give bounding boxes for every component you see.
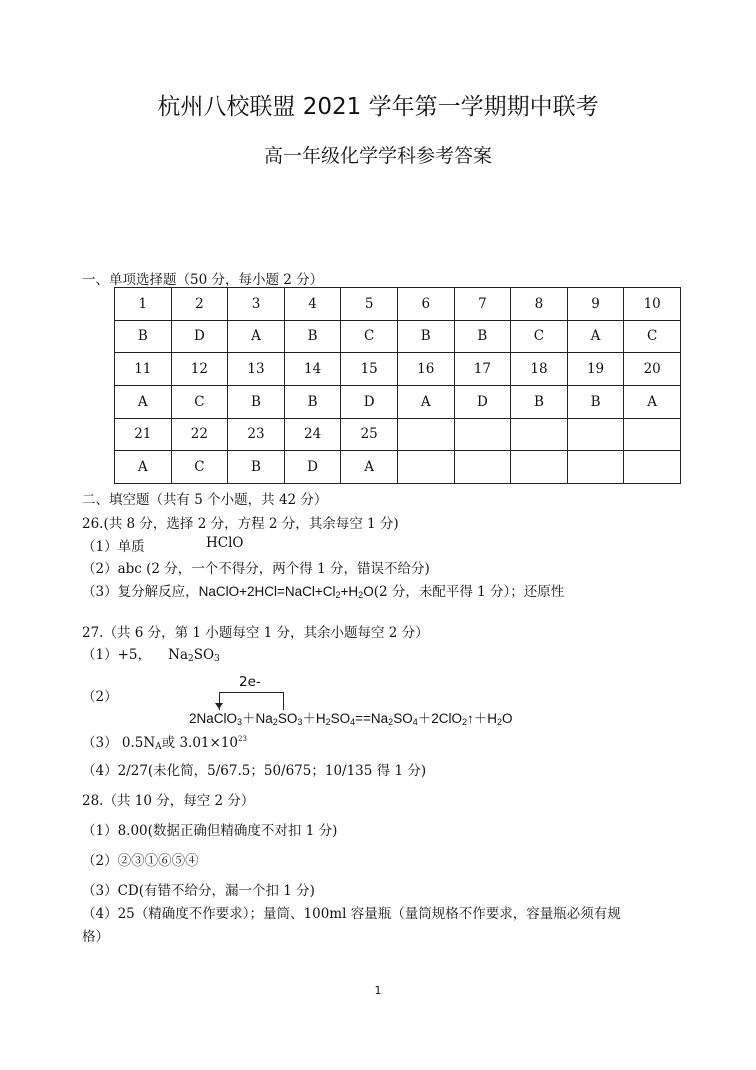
page-number: 1 — [374, 984, 382, 997]
table-cell: 22 — [171, 418, 228, 451]
table-cell: 7 — [454, 288, 511, 321]
table-cell: A — [624, 385, 681, 418]
table-cell: D — [284, 451, 341, 484]
table-cell — [624, 418, 681, 451]
table-cell: A — [228, 320, 285, 353]
table-cell: 4 — [284, 288, 341, 321]
table-cell: A — [115, 451, 172, 484]
table-cell: 15 — [341, 353, 398, 386]
table-cell: 24 — [284, 418, 341, 451]
table-row-numbers — [115, 418, 681, 451]
table-cell: B — [228, 451, 285, 484]
q27-answer-3: （3） $0.5N_A$或 $3.01\times 10^{23}$ — [82, 735, 247, 752]
table-cell: 20 — [624, 353, 681, 386]
table-cell: C — [624, 320, 681, 353]
q26-a1-value: HClO — [206, 535, 244, 551]
table-cell: D — [454, 385, 511, 418]
table-cell: B — [284, 320, 341, 353]
table-cell: 5 — [341, 288, 398, 321]
table-cell: 2 — [171, 288, 228, 321]
table-cell: 13 — [228, 353, 285, 386]
table-cell: C — [341, 320, 398, 353]
table-cell: D — [341, 385, 398, 418]
table-cell: 17 — [454, 353, 511, 386]
table-row-answers — [115, 385, 681, 418]
table-cell: B — [228, 385, 285, 418]
table-cell: 21 — [115, 418, 172, 451]
q27-answer-2-label: （2） — [82, 689, 118, 705]
table-cell — [624, 451, 681, 484]
q27-answer-4: （4）2/27(未化简，5/67.5；50/675；10/135 得 1 分) — [82, 763, 427, 779]
table-cell — [397, 418, 454, 451]
table-cell — [511, 418, 568, 451]
table-cell: 19 — [567, 353, 624, 386]
q26-a1-label: （1）单质 — [82, 539, 145, 555]
section2-heading: 二、填空题（共有 5 个小题，共 42 分） — [82, 492, 328, 508]
electron-transfer-label: 2e- — [239, 674, 261, 690]
q28-answer-2: （2）②③①⑥⑤④ — [82, 853, 199, 869]
table-cell: 8 — [511, 288, 568, 321]
q26-a3-suffix: (2 分，未配平得 1 分）；还原性 — [373, 584, 565, 600]
table-cell — [454, 418, 511, 451]
q27-a1-formula: $Na_2SO_3$ — [168, 647, 220, 664]
table-cell: 11 — [115, 353, 172, 386]
table-cell: B — [115, 320, 172, 353]
table-cell — [397, 451, 454, 484]
table-cell: C — [171, 385, 228, 418]
table-cell: 25 — [341, 418, 398, 451]
table-cell: C — [511, 320, 568, 353]
page-subtitle: 高一年级化学学科参考答案 — [263, 145, 492, 167]
table-cell: A — [397, 385, 454, 418]
q26-answer-3 — [82, 580, 564, 600]
table-cell: 3 — [228, 288, 285, 321]
q26-a3-equation: $NaClO+2HCl=NaCl+Cl_2+H_2O$ — [198, 584, 374, 600]
table-cell: 14 — [284, 353, 341, 386]
table-cell: A — [115, 385, 172, 418]
table-cell: A — [567, 320, 624, 353]
table-cell: 12 — [171, 353, 228, 386]
section1-heading: 一、单项选择题（50 分，每小题 2 分） — [82, 272, 324, 288]
table-cell: 23 — [228, 418, 285, 451]
table-cell: 16 — [397, 353, 454, 386]
answer-table — [114, 287, 681, 484]
table-cell: 9 — [567, 288, 624, 321]
table-row-numbers — [115, 288, 681, 321]
table-cell: D — [171, 320, 228, 353]
q28-heading: 28.（共 10 分，每空 2 分） — [82, 793, 255, 809]
table-cell: A — [341, 451, 398, 484]
q27-redox-equation: $2NaClO_3+Na_2SO_3+H_2SO_4==Na_2SO_4+2ClO_2↑+H_2O$ — [189, 711, 513, 727]
table-cell — [567, 451, 624, 484]
q27-answer-1: （1）+5， $Na_2SO_3$ — [82, 647, 220, 664]
q26-heading: 26.(共 8 分，选择 2 分，方程 2 分，其余每空 1 分) — [82, 516, 399, 532]
table-cell — [454, 451, 511, 484]
q26-a3-prefix: （3）复分解反应， — [82, 584, 199, 600]
table-cell: B — [454, 320, 511, 353]
table-row-numbers — [115, 353, 681, 386]
table-cell — [511, 451, 568, 484]
q28-answer-4-line1: （4）25（精确度不作要求）；量筒、100ml 容量瓶（量筒规格不作要求，容量瓶必须有规 — [82, 906, 621, 922]
q26-answer-1 — [82, 535, 145, 555]
table-cell: 10 — [624, 288, 681, 321]
page-title: 杭州八校联盟 2021 学年第一学期期中联考 — [157, 94, 599, 120]
table-cell: 6 — [397, 288, 454, 321]
q28-answer-1: （1）8.00(数据正确但精确度不对扣 1 分) — [82, 823, 338, 839]
table-cell: B — [284, 385, 341, 418]
table-row-answers — [115, 320, 681, 353]
table-cell: 18 — [511, 353, 568, 386]
table-cell: B — [567, 385, 624, 418]
table-cell: B — [511, 385, 568, 418]
table-cell: 1 — [115, 288, 172, 321]
table-cell — [567, 418, 624, 451]
q28-answer-4-line2: 格） — [82, 929, 109, 945]
q27-heading: 27.（共 6 分，第 1 小题每空 1 分，其余小题每空 2 分） — [82, 625, 429, 641]
table-cell: B — [397, 320, 454, 353]
q26-answer-2: （2）abc (2 分，一个不得分，两个得 1 分，错误不给分) — [82, 561, 430, 577]
table-cell: C — [171, 451, 228, 484]
q28-answer-3: （3）CD(有错不给分，漏一个扣 1 分) — [82, 883, 315, 899]
table-row-answers — [115, 451, 681, 484]
